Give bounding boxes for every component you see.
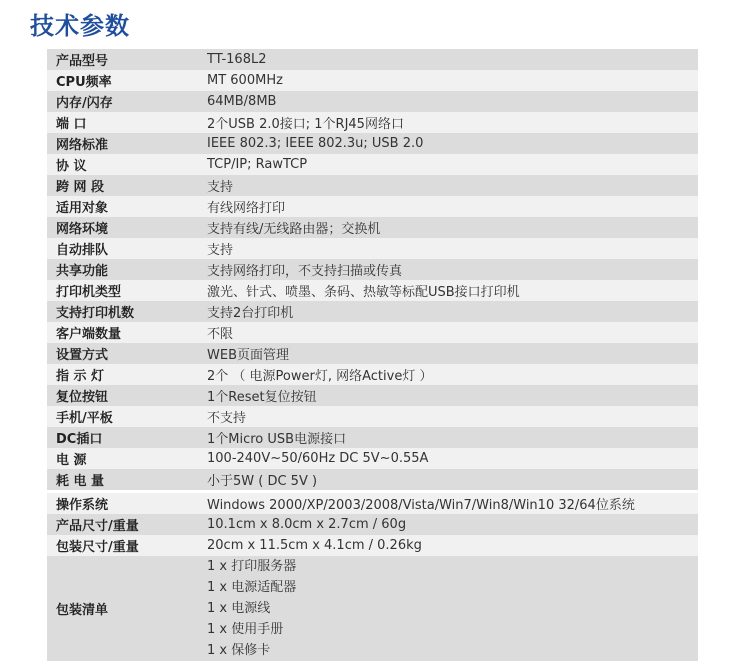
spec-value: IEEE 802.3; IEEE 802.3u; USB 2.0 — [207, 136, 424, 151]
spec-value: 激光、针式、喷墨、条码、热敏等标配USB接口打印机 — [207, 285, 520, 300]
spec-label: 端 口 — [56, 117, 87, 132]
spec-label: 内存/闪存 — [56, 96, 113, 111]
spec-label: 电 源 — [56, 453, 87, 468]
spec-row — [47, 217, 698, 238]
package-row — [47, 556, 698, 661]
spec-label: DC插口 — [56, 432, 103, 447]
spec-value: 不限 — [207, 327, 234, 342]
spec-label: 耗 电 量 — [56, 474, 105, 489]
spec-label: 操作系统 — [56, 498, 109, 513]
spec-label: 跨 网 段 — [56, 180, 105, 195]
spec-label: CPU频率 — [56, 75, 112, 90]
spec-label: 包装清单 — [56, 603, 109, 618]
spec-row — [47, 469, 698, 490]
spec-row — [47, 493, 698, 514]
package-list — [207, 556, 698, 661]
spec-row — [47, 280, 698, 301]
spec-value: TCP/IP; RawTCP — [207, 157, 308, 172]
spec-row — [47, 133, 698, 154]
spec-row — [47, 535, 698, 556]
spec-label: 指 示 灯 — [56, 369, 105, 384]
spec-value: 支持2台打印机 — [207, 306, 294, 321]
spec-value: 10.1cm x 8.0cm x 2.7cm / 60g — [207, 517, 407, 532]
spec-table — [47, 49, 698, 661]
package-item: 1 x 使用手册 — [207, 622, 284, 637]
spec-label: 产品尺寸/重量 — [56, 519, 139, 534]
spec-row — [47, 406, 698, 427]
spec-row — [47, 301, 698, 322]
spec-row — [47, 238, 698, 259]
spec-label: 网络标准 — [56, 138, 109, 153]
spec-value: 20cm x 11.5cm x 4.1cm / 0.26kg — [207, 538, 422, 553]
package-item: 1 x 保修卡 — [207, 643, 271, 658]
spec-label: 包装尺寸/重量 — [56, 540, 139, 555]
spec-row — [47, 91, 698, 112]
spec-value: 支持 — [207, 180, 234, 195]
spec-row — [47, 49, 698, 70]
page-title: 技术参数 — [30, 12, 130, 40]
spec-value: WEB页面管理 — [207, 348, 289, 363]
spec-value: MT 600MHz — [207, 73, 283, 88]
spec-label: 协 议 — [56, 159, 87, 174]
spec-label: 客户端数量 — [56, 327, 122, 342]
spec-row — [47, 322, 698, 343]
spec-label: 适用对象 — [56, 201, 109, 216]
spec-value: 64MB/8MB — [207, 94, 277, 109]
spec-label: 支持打印机数 — [56, 306, 135, 321]
spec-label: 共享功能 — [56, 264, 109, 279]
package-item: 1 x 电源线 — [207, 601, 271, 616]
spec-value: 100-240V~50/60Hz DC 5V~0.55A — [207, 451, 429, 466]
spec-label: 手机/平板 — [56, 411, 113, 426]
package-item: 1 x 打印服务器 — [207, 559, 297, 574]
spec-value: Windows 2000/XP/2003/2008/Vista/Win7/Win8/Win10 32/64位系统 — [207, 498, 635, 513]
spec-row — [47, 364, 698, 385]
spec-value: 小于5W ( DC 5V ) — [207, 474, 318, 489]
spec-row — [47, 154, 698, 175]
spec-row — [47, 343, 698, 364]
spec-value: 有线网络打印 — [207, 201, 286, 216]
spec-label: 网络环境 — [56, 222, 109, 237]
spec-row — [47, 70, 698, 91]
spec-value: 1个Micro USB电源接口 — [207, 432, 347, 447]
package-item: 1 x 电源适配器 — [207, 580, 297, 595]
spec-label: 复位按钮 — [56, 390, 109, 405]
spec-row — [47, 175, 698, 196]
spec-label: 产品型号 — [56, 54, 109, 69]
spec-value: 支持网络打印，不支持扫描或传真 — [207, 264, 403, 279]
spec-value: 2个 （ 电源Power灯, 网络Active灯 ） — [207, 369, 433, 384]
spec-value: 支持有线/无线路由器；交换机 — [207, 222, 381, 237]
spec-row — [47, 514, 698, 535]
spec-row — [47, 385, 698, 406]
spec-row — [47, 427, 698, 448]
spec-label: 设置方式 — [56, 348, 109, 363]
spec-row — [47, 196, 698, 217]
spec-value: 2个USB 2.0接口; 1个RJ45网络口 — [207, 117, 404, 132]
spec-label: 自动排队 — [56, 243, 109, 258]
spec-value: 1个Reset复位按钮 — [207, 390, 317, 405]
spec-value: 支持 — [207, 243, 234, 258]
spec-row — [47, 112, 698, 133]
spec-value: 不支持 — [207, 411, 247, 426]
spec-label: 打印机类型 — [56, 285, 122, 300]
spec-value: TT-168L2 — [207, 52, 267, 67]
spec-row — [47, 259, 698, 280]
spec-row — [47, 448, 698, 469]
